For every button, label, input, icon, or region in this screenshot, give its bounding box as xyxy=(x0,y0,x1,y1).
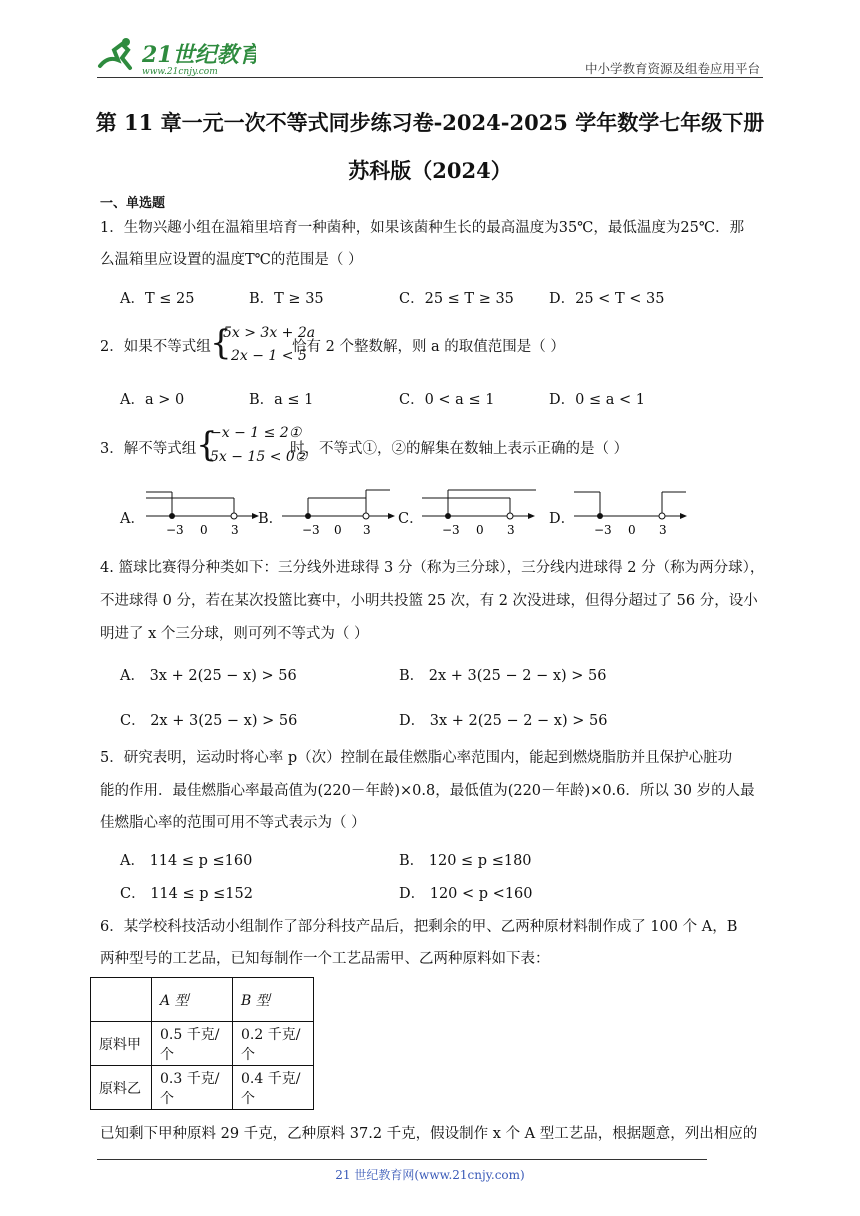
axis-label: 0 xyxy=(628,523,636,537)
q6-text-3: 已知剩下甲种原料 29 千克，乙种原料 37.2 千克，假设制作 x 个 A 型工艺品，根据题意，列出相应的 xyxy=(100,1126,758,1142)
q1-text-2: 么温箱里应设置的温度T℃的范围是（ ） xyxy=(100,252,363,268)
q2-brace: { xyxy=(210,323,232,363)
q1-option-c[interactable]: C．25 ≤ T ≥ 35 xyxy=(399,291,514,307)
q4-option-d[interactable]: D． 3x + 2(25 − 2 − x) > 56 xyxy=(399,713,608,729)
axis-label: 3 xyxy=(659,523,667,537)
table-cell: 0.2 千克/个 xyxy=(233,1022,314,1066)
q3-numberline-d xyxy=(570,484,692,538)
table-header-cell: A 型 xyxy=(152,978,233,1022)
q1-option-a[interactable]: A．T ≤ 25 xyxy=(120,291,195,307)
q3-option-a[interactable]: A． xyxy=(120,511,145,527)
q3-suffix: 时，不等式①，②的解集在数轴上表示正确的是（ ） xyxy=(290,441,629,457)
q2-suffix: 恰有 2 个整数解，则 a 的取值范围是（ ） xyxy=(292,339,565,355)
q4-text-1: 4. 篮球比赛得分种类如下：三分线外进球得 3 分（称为三分球），三分线内进球得 2 分（称为两分球）， xyxy=(100,560,765,576)
axis-label: 0 xyxy=(334,523,342,537)
page-title-line1: 第 11 章一元一次不等式同步练习卷-2024-2025 学年数学七年级下册 xyxy=(95,110,765,135)
table-cell: 0.5 千克/个 xyxy=(152,1022,233,1066)
footer-divider xyxy=(97,1159,707,1160)
logo xyxy=(96,36,256,78)
q6-text-2: 两种型号的工艺品，已知每制作一个工艺品需甲、乙两种原料如下表： xyxy=(100,951,550,967)
q2-prefix: 2．如果不等式组 xyxy=(100,339,211,355)
materials-table xyxy=(90,977,314,1110)
q2-option-d[interactable]: D．0 ≤ a < 1 xyxy=(549,392,645,408)
axis-label: 3 xyxy=(231,523,239,537)
table-row xyxy=(91,1022,314,1066)
table-header-cell xyxy=(91,978,152,1022)
q5-option-a[interactable]: A． 114 ≤ p ≤160 xyxy=(120,853,253,869)
q5-text-3: 佳燃脂心率的范围可用不等式表示为（ ） xyxy=(100,815,366,831)
q3-option-b[interactable]: B． xyxy=(258,511,284,527)
logo-url: www.21cnjy.com xyxy=(142,67,218,77)
q3-option-d[interactable]: D． xyxy=(549,511,576,527)
axis-label: 0 xyxy=(476,523,484,537)
table-header-row xyxy=(91,978,314,1022)
footer-text[interactable]: 21 世纪教育网(www.21cnjy.com) xyxy=(335,1168,525,1182)
q4-option-b[interactable]: B． 2x + 3(25 − 2 − x) > 56 xyxy=(399,668,607,684)
table-header-cell: B 型 xyxy=(233,978,314,1022)
section-heading: 一、单选题 xyxy=(100,196,166,211)
q2-system-1: 5x > 3x + 2a xyxy=(223,325,316,341)
platform-name: 中小学教育资源及组卷应用平台 xyxy=(584,61,760,76)
q4-option-a[interactable]: A． 3x + 2(25 − x) > 56 xyxy=(120,668,297,684)
q5-text-2: 能的作用．最佳燃脂心率最高值为(220－年龄)×0.8，最低值为(220－年龄)×0.6．所以 30 岁的人最 xyxy=(100,783,755,799)
q2-system-2: 2x − 1 < 5 xyxy=(231,348,307,364)
table-cell: 原料甲 xyxy=(91,1022,152,1066)
q4-text-2: 不进球得 0 分，若在某次投篮比赛中，小明共投篮 25 次，有 2 次没进球，但得分超过了 56 分，设小 xyxy=(100,593,758,609)
axis-label: 3 xyxy=(363,523,371,537)
header-divider xyxy=(97,77,763,78)
page-title-line2: 苏科版（2024） xyxy=(348,158,512,183)
q3-numberline-a xyxy=(140,484,260,538)
q1-option-b[interactable]: B．T ≥ 35 xyxy=(249,291,324,307)
q3-brace: { xyxy=(196,425,218,465)
q4-text-3: 明进了 x 个三分球，则可列不等式为（ ） xyxy=(100,626,369,642)
q5-text-1: 5．研究表明，运动时将心率 p（次）控制在最佳燃脂心率范围内，能起到燃烧脂肪并且保护心脏功 xyxy=(100,750,733,766)
axis-label: −3 xyxy=(594,523,612,537)
q4-option-c[interactable]: C． 2x + 3(25 − x) > 56 xyxy=(120,713,298,729)
q2-option-b[interactable]: B．a ≤ 1 xyxy=(249,392,314,408)
table-row xyxy=(91,1066,314,1110)
logo-text: 21世纪教育 xyxy=(142,42,256,68)
q3-option-c[interactable]: C． xyxy=(398,511,424,527)
q3-numberline-c xyxy=(418,484,540,538)
q5-option-b[interactable]: B． 120 ≤ p ≤180 xyxy=(399,853,532,869)
q3-prefix: 3．解不等式组 xyxy=(100,441,197,457)
table-cell: 0.4 千克/个 xyxy=(233,1066,314,1110)
q3-system-2: 5x − 15 < 0② xyxy=(210,449,308,465)
axis-label: −3 xyxy=(442,523,460,537)
q1-text-1: 1．生物兴趣小组在温箱里培育一种菌种，如果该菌种生长的最高温度为35℃，最低温度为25℃．那 xyxy=(100,220,745,236)
table-cell: 0.3 千克/个 xyxy=(152,1066,233,1110)
axis-label: −3 xyxy=(302,523,320,537)
table-cell: 原料乙 xyxy=(91,1066,152,1110)
q5-option-c[interactable]: C． 114 ≤ p ≤152 xyxy=(120,886,253,902)
axis-label: −3 xyxy=(166,523,184,537)
q3-system-1: −x − 1 ≤ 2① xyxy=(210,425,302,441)
q2-option-c[interactable]: C．0 < a ≤ 1 xyxy=(399,392,495,408)
q5-option-d[interactable]: D． 120 < p <160 xyxy=(399,886,533,902)
axis-label: 3 xyxy=(507,523,515,537)
q1-option-d[interactable]: D．25 < T < 35 xyxy=(549,291,665,307)
axis-label: 0 xyxy=(200,523,208,537)
q6-text-1: 6．某学校科技活动小组制作了部分科技产品后，把剩余的甲、乙两种原材料制作成了 100 个 A，B xyxy=(100,919,738,935)
q3-numberline-b xyxy=(278,484,398,538)
q2-option-a[interactable]: A．a > 0 xyxy=(120,392,185,408)
